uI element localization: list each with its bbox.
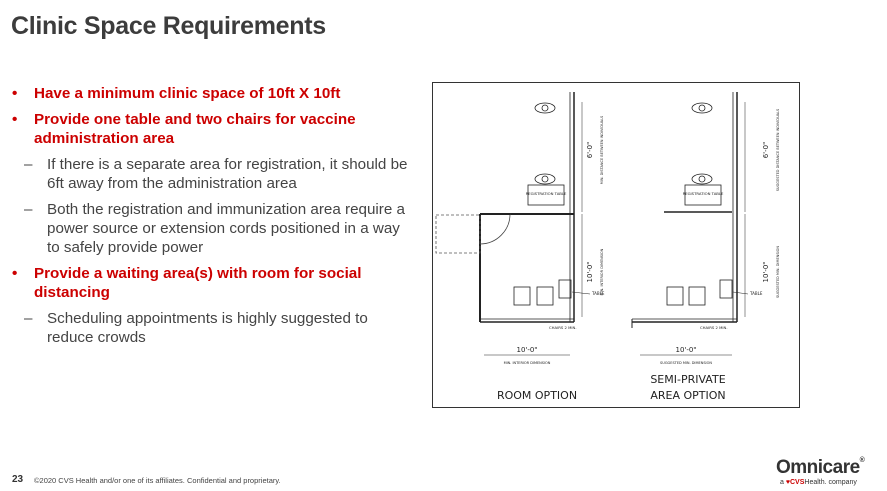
dim-10ft-horizontal-note: MIN. INTERIOR DIMENSION — [503, 361, 551, 365]
person-icon — [692, 174, 712, 184]
chairs-label: CHAIRS 2 MIN. — [549, 325, 577, 330]
heart-icon: ♥ — [785, 479, 790, 486]
bullet-list — [12, 84, 412, 354]
table-label: TABLE — [750, 291, 763, 296]
bullet-item: • Have a minimum clinic space of 10ft X 10ft — [12, 84, 412, 103]
chairs-label: CHAIRS 2 MIN. — [700, 325, 728, 330]
sub-bullet-item: – Both the registration and immunization area require a power source or extension cords positioned in a way to safely provide power — [12, 200, 412, 257]
registration-table-label: REGISTRATION TABLE — [525, 191, 567, 196]
semi-private-label-line1: SEMI-PRIVATE — [650, 373, 726, 386]
dim-10ft-vertical: 10'-0" — [586, 261, 594, 283]
chair — [537, 287, 553, 305]
table-label: TABLE — [592, 291, 605, 296]
diagram-frame — [433, 83, 800, 408]
table — [720, 280, 732, 298]
dim-6ft-note: MIN. DISTANCE BETWEEN INDIVIDUALS — [600, 115, 604, 185]
floor-plan-diagram — [432, 82, 800, 408]
page-number: 23 — [12, 474, 24, 485]
dim-10ft-horizontal-note: SUGGESTED MIN. DIMENSION — [660, 361, 712, 365]
dim-6ft-note: SUGGESTED DISTANCE BETWEEN INDIVIDUALS — [776, 108, 780, 192]
copyright-notice: ©2020 CVS Health and/or one of its affiliates. Confidential and proprietary. — [34, 476, 281, 485]
person-icon — [692, 103, 712, 113]
semi-private-label-line2: AREA OPTION — [650, 389, 726, 402]
registration-table-label: REGISTRATION TABLE — [682, 191, 724, 196]
dim-6ft: 6'-0" — [586, 141, 594, 159]
room-option-label: ROOM OPTION — [496, 389, 578, 402]
dim-10ft-horizontal: 10'-0" — [516, 346, 538, 354]
chair — [514, 287, 530, 305]
omnicare-logo: Omnicare® — [776, 457, 865, 478]
person-icon — [535, 103, 555, 113]
bullet-item: • Provide one table and two chairs for vaccine administration area — [12, 110, 412, 148]
bullet-item: • Provide a waiting area(s) with room for social distancing — [12, 264, 412, 302]
chair — [667, 287, 683, 305]
logo-tagline: a ♥CVSHealth. company — [780, 479, 857, 486]
person-icon — [535, 174, 555, 184]
room-option-plan — [436, 92, 605, 402]
table — [559, 280, 571, 298]
sub-bullet-item: – If there is a separate area for registration, it should be 6ft away from the administration area — [12, 155, 412, 193]
dim-10ft-vertical: 10'-0" — [762, 261, 770, 283]
chair — [689, 287, 705, 305]
sub-bullet-item: – Scheduling appointments is highly suggested to reduce crowds — [12, 309, 412, 347]
semi-private-plan — [632, 92, 780, 402]
dim-10ft-vertical-note: MIN. INTERIOR DIMENSION — [600, 248, 604, 296]
dim-10ft-vertical-note: SUGGESTED MIN. DIMENSION — [776, 246, 780, 298]
dim-10ft-horizontal: 10'-0" — [675, 346, 697, 354]
dim-6ft: 6'-0" — [762, 141, 770, 159]
slide-title: Clinic Space Requirements — [11, 12, 326, 40]
